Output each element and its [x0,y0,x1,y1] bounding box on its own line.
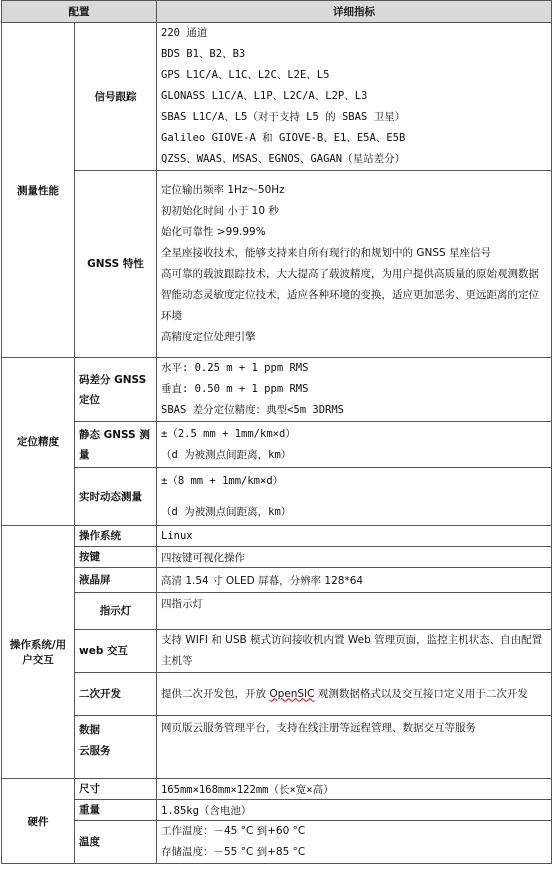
row-cloud [2,716,552,779]
spec-table [1,0,552,864]
detail-line: （d 为被测点间距离，km） [161,505,292,518]
detail-line: Galileo GIOVE-A 和 GIOVE-B、E1、E5A、E5B [161,132,406,144]
detail-line: 水平: 0.25 m + 1 ppm RMS [161,362,309,374]
os-value: Linux [157,526,552,547]
detail-line: 垂直: 0.50 m + 1 ppm RMS [161,383,309,395]
detail-line: GLONASS L1C/A、L1P、L2C/A、L2P、L3 [161,90,368,102]
sdk-text-pre: 提供二次开发包，开放 [161,687,270,700]
row-temp [2,821,552,864]
sub-temp: 温度 [75,821,157,864]
sdk-text-post: 观测数据格式以及交互接口定义用于二次开发 [314,687,528,700]
sub-signal-tracking: 信号跟踪 [75,23,157,171]
row-keys [2,547,552,568]
detail-line: （d 为被测点间距离，km） [161,448,292,461]
header-config: 配置 [2,1,157,23]
static-survey-details [157,422,552,468]
sub-web: web 交互 [75,630,157,673]
sub-cloud-line1: 数据 [79,724,100,736]
code-diff-details [157,358,552,422]
detail-line: SBAS 差分定位精度：典型<5m 3DRMS [161,404,345,416]
temp-store: 存储温度：－55 °C 到+85 °C [161,846,306,858]
rtk-details [157,468,552,526]
row-sdk [2,673,552,716]
sub-cloud-line2: 云服务 [79,745,111,757]
detail-line: SBAS L1C/A、L5（对于支持 L5 的 SBAS 卫星） [161,111,406,123]
detail-line: QZSS、WAAS、MSAS、EGNOS、GAGAN（星站差分） [161,153,406,165]
detail-line: 智能动态灵敏度定位技术，适应各种环境的变换，适应更加恶劣、更远距离的定位环境 [161,289,539,322]
gnss-features-details [157,171,552,358]
category-accuracy: 定位精度 [2,358,75,526]
temp-work: 工作温度：－45 °C 到+60 °C [161,825,306,837]
row-code-diff [2,358,552,422]
detail-line: 220 通道 [161,27,208,39]
sub-sdk: 二次开发 [75,673,157,716]
header-row [2,1,552,23]
row-gnss-features [2,171,552,358]
row-indicator [2,593,552,630]
size-value: 165mm×168mm×122mm（长×宽×高） [157,779,552,800]
web-value: 支持 WIFI 和 USB 模式访问接收机内置 Web 管理页面，监控主机状态、自由配置主机等 [157,630,552,673]
cloud-value: 网页版云服务管理平台，支持在线注册等远程管理、数据交互等服务 [157,716,552,779]
header-details: 详细指标 [157,1,552,23]
sub-gnss-features: GNSS 特性 [75,171,157,358]
detail-line: ±（2.5 mm + 1mm/km×d） [161,427,296,440]
row-weight [2,800,552,821]
sdk-value [157,673,552,716]
sub-indicator: 指示灯 [75,593,157,630]
lcd-value: 高清 1.54 寸 OLED 屏幕，分辨率 128*64 [157,568,552,593]
keys-value: 四按键可视化操作 [157,547,552,568]
sub-size: 尺寸 [75,779,157,800]
category-os: 操作系统/用户交互 [2,526,75,779]
detail-line: BDS B1、B2、B3 [161,48,246,60]
sdk-opensic-mark: OpenSIC [269,687,315,700]
detail-line: 始化可靠性 >99.99% [161,226,266,238]
detail-line: 高精度定位处理引擎 [161,331,256,343]
row-signal-tracking [2,23,552,171]
row-static-survey [2,422,552,468]
detail-line: 高可靠的载波跟踪技术，大大提高了载波精度，为用户提供高质量的原始观测数据 [161,268,539,280]
temp-details [157,821,552,864]
row-web [2,630,552,673]
detail-line: 定位输出频率 1Hz～50Hz [161,184,285,196]
sub-weight: 重量 [75,800,157,821]
indicator-value: 四指示灯 [157,593,552,630]
sub-static-survey: 静态 GNSS 测量 [75,422,157,468]
row-lcd [2,568,552,593]
sub-rtk: 实时动态测量 [75,468,157,526]
row-size [2,779,552,800]
category-hardware: 硬件 [2,779,75,864]
sub-os: 操作系统 [75,526,157,547]
sub-cloud [75,716,157,779]
detail-line: 初初始化时间 小于 10 秒 [161,205,279,217]
signal-tracking-details [157,23,552,171]
weight-value: 1.85kg（含电池） [157,800,552,821]
sub-lcd: 液晶屏 [75,568,157,593]
detail-line: 全星座接收技术，能够支持来自所有现行的和规划中的 GNSS 星座信号 [161,247,491,259]
detail-line: GPS L1C/A、L1C、L2C、L2E、L5 [161,69,330,81]
detail-line: ±（8 mm + 1mm/km×d） [161,474,284,487]
row-rtk [2,468,552,526]
sub-code-diff: 码差分 GNSS 定位 [75,358,157,422]
sub-keys: 按键 [75,547,157,568]
category-measurement: 测量性能 [2,23,75,358]
row-os [2,526,552,547]
